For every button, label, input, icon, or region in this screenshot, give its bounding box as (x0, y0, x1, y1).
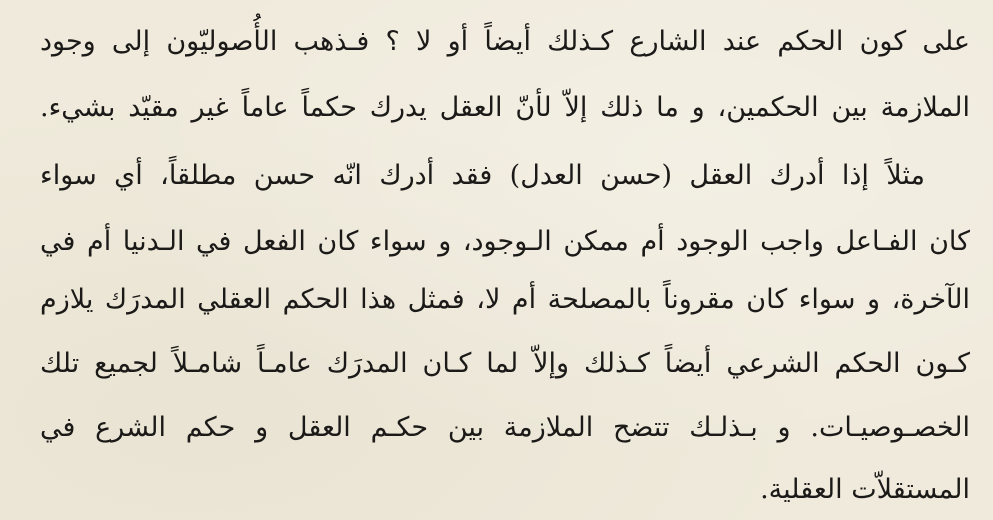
arabic-text-block (40, 0, 970, 520)
text-line-4: كان الفـاعل واجب الوجود أم ممكن الـوجود، و سواء كان الفعل في الـدنيا أم في (40, 226, 970, 257)
text-line-1: على كون الحكم عند الشارع كـذلك أيضاً أو لا ؟ فـذهب الأُصوليّون إلى وجود (40, 26, 970, 57)
text-line-6: كـون الحكم الشرعي أيضاً كـذلك وإلاّ لما كـان المدرَك عامـاً شامـلاً لجميع تلك (40, 348, 970, 379)
text-line-2: الملازمة بين الحكمين، و ما ذلك إلاّ لأنّ العقل يدرك حكماً عاماً غير مقيّد بشيء. (40, 92, 970, 123)
text-line-5: الآخرة، و سواء كان مقروناً بالمصلحة أم لا، فمثل هذا الحكم العقلي المدرَك يلازم (40, 284, 970, 315)
text-line-3-paragraph-start: مثلاً إذا أدرك العقل (حسن العدل) فقد أدرك انّه حسن مطلقاً، أي سواء (40, 160, 925, 191)
text-line-8-last: المستقلاّت العقلية. (760, 474, 970, 505)
text-line-7: الخصـوصيـات. و بـذلـك تتضح الملازمة بين حكـم العقل و حكم الشرع في (40, 412, 970, 443)
